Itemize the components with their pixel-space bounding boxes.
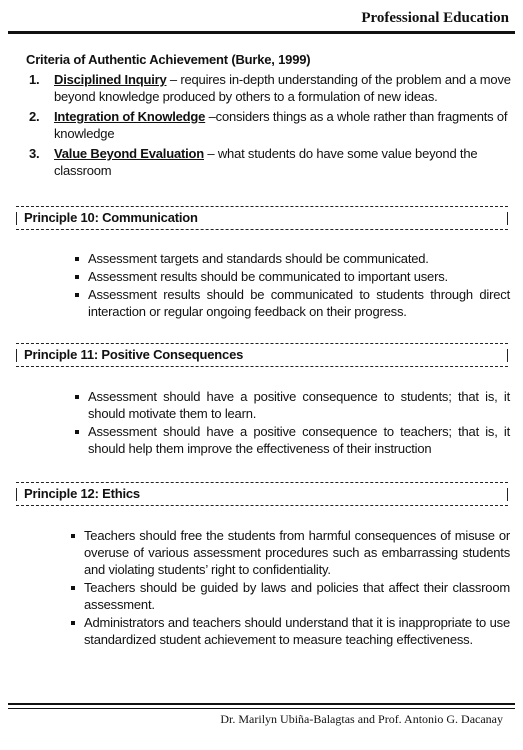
criteria-term: Value Beyond Evaluation — [54, 146, 204, 161]
principle-11-label: Principle 11: Positive Consequences — [24, 347, 244, 362]
bullet-item: Assessment should have a positive consequence to teachers; that is, it should help them improve the effectiveness of their instruction — [74, 423, 510, 457]
criteria-description: –considers things as a whole rather than fragments of knowledge — [54, 109, 508, 141]
bullet-item: Assessment targets and standards should be communicated. — [74, 250, 510, 267]
principle-10-bullets — [74, 250, 510, 321]
bullet-item: Assessment results should be communicated to students through direct interaction or regular ongoing feedback on their progress. — [74, 286, 510, 320]
footer-rule — [8, 703, 515, 705]
criteria-list — [26, 71, 516, 182]
criteria-title: Criteria of Authentic Achievement (Burke, 1999) — [26, 52, 311, 67]
criteria-item — [26, 145, 516, 179]
bullet-item: Assessment results should be communicated to important users. — [74, 268, 510, 285]
criteria-term: Disciplined Inquiry — [54, 72, 167, 87]
principle-12-bullets — [70, 527, 510, 649]
criteria-item — [26, 108, 516, 142]
bullet-item: Teachers should be guided by laws and policies that affect their classroom assessment. — [70, 579, 510, 613]
criteria-term: Integration of Knowledge — [54, 109, 206, 124]
footer-authors: Dr. Marilyn Ubiña-Balagtas and Prof. Antonio G. Dacanay — [220, 712, 503, 726]
header-rule — [8, 31, 515, 34]
criteria-number: 2. — [29, 109, 40, 124]
header-title: Professional Education — [361, 10, 509, 26]
principle-12-label: Principle 12: Ethics — [24, 486, 140, 501]
criteria-number: 1. — [29, 72, 40, 87]
criteria-item — [26, 71, 516, 105]
principle-11-bullets — [74, 388, 510, 458]
footer-rule-thin — [8, 708, 515, 709]
criteria-description: – what students do have some value beyond the classroom — [54, 146, 478, 178]
bullet-item: Teachers should free the students from harmful consequences of misuse or overuse of various assessment procedures such as embarrassing students and violating students’ right to confidentiality. — [70, 527, 510, 578]
principle-12-box — [16, 482, 508, 506]
bullet-item: Assessment should have a positive consequence to students; that is, it should motivate them to learn. — [74, 388, 510, 422]
principle-10-label: Principle 10: Communication — [24, 210, 198, 225]
principle-10-box — [16, 206, 508, 230]
bullet-item: Administrators and teachers should understand that it is inappropriate to use standardized student achievement to measure teaching effectiveness. — [70, 614, 510, 648]
criteria-number: 3. — [29, 146, 40, 161]
criteria-description: – requires in-depth understanding of the problem and a move beyond knowledge produced by others to a formulation of new ideas. — [54, 72, 511, 104]
principle-11-box — [16, 343, 508, 367]
